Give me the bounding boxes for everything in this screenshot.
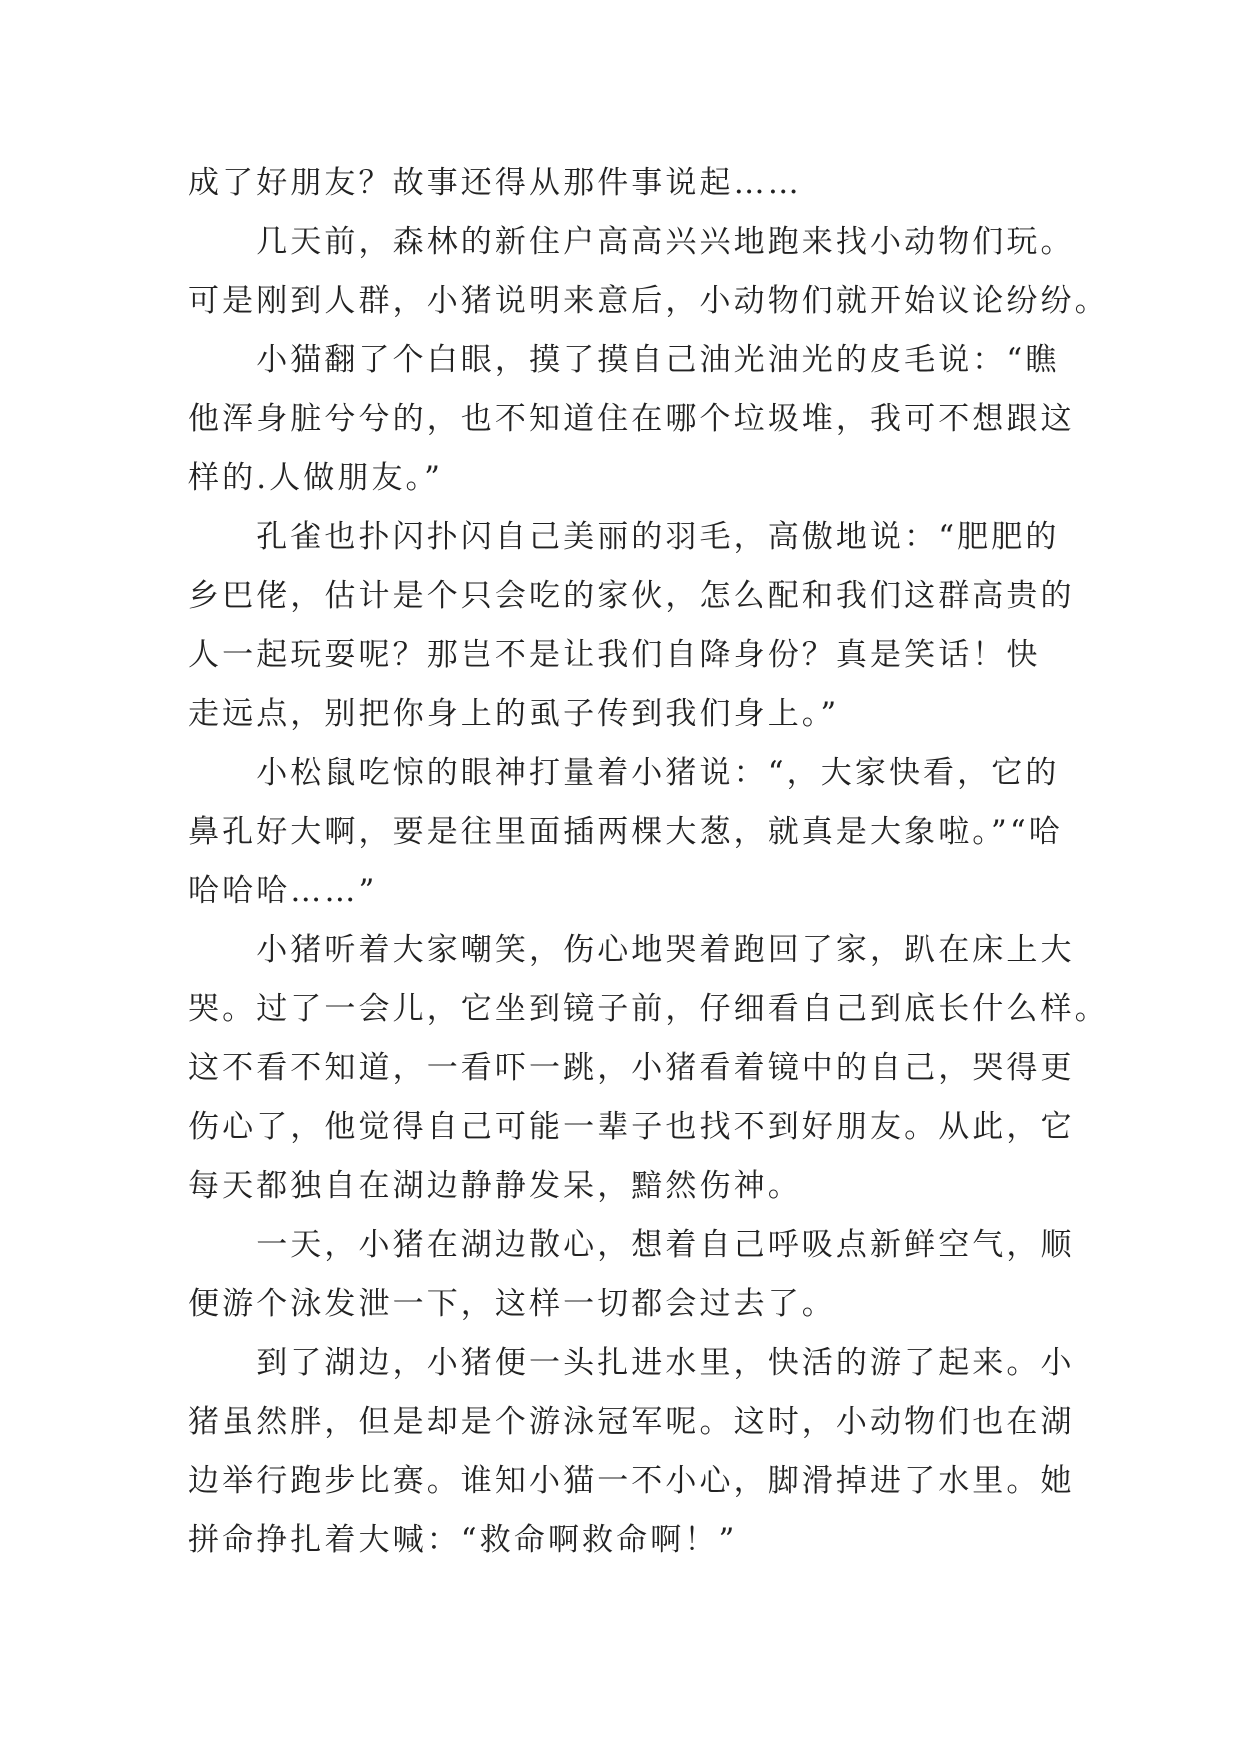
text-line: 哭。过了一会儿，它坐到镜子前，仔细看自己到底长什么样。 [188, 991, 1109, 1027]
text-line: 几天前，森林的新住户高高兴兴地跑来找小动物们玩。 [188, 224, 1075, 260]
text-line: 小猫翻了个白眼，摸了摸自己油光油光的皮毛说：“瞧 [188, 342, 1060, 378]
text-line: 小松鼠吃惊的眼神打量着小猪说：“，大家快看，它的 [188, 755, 1060, 791]
text-line: 可是刚到人群，小猪说明来意后，小动物们就开始议论纷纷。 [188, 283, 1109, 319]
text-line: 人一起玩耍呢？那岂不是让我们自降身份？真是笑话！快 [188, 637, 1041, 673]
text-line: 便游个泳发泄一下，这样一切都会过去了。 [188, 1286, 836, 1322]
text-line: 走远点，别把你身上的虱子传到我们身上。” [188, 696, 840, 732]
text-line: 每天都独自在湖边静静发呆，黯然伤神。 [188, 1168, 802, 1204]
text-line: 乡巴佬，估计是个只会吃的家伙，怎么配和我们这群高贵的 [188, 578, 1075, 614]
text-line: 到了湖边，小猪便一头扎进水里，快活的游了起来。小 [188, 1345, 1075, 1381]
text-line: 猪虽然胖，但是却是个游泳冠军呢。这时，小动物们也在湖 [188, 1404, 1075, 1440]
story-text [188, 154, 1109, 1570]
text-line: 成了好朋友？故事还得从那件事说起…… [188, 165, 802, 201]
text-line: 拼命挣扎着大喊：“救命啊救命啊！” [188, 1522, 738, 1558]
text-line: 边举行跑步比赛。谁知小猫一不小心，脚滑掉进了水里。她 [188, 1463, 1075, 1499]
text-line: 样的.人做朋友。” [188, 460, 444, 496]
text-line: 这不看不知道，一看吓一跳，小猪看着镜中的自己，哭得更 [188, 1050, 1075, 1086]
text-line: 鼻孔好大啊，要是往里面插两棵大葱，就真是大象啦。”“哈 [188, 814, 1063, 850]
text-line: 哈哈哈……” [188, 873, 378, 909]
text-line: 一天，小猪在湖边散心，想着自己呼吸点新鲜空气，顺 [188, 1227, 1075, 1263]
text-line: 他浑身脏兮兮的，也不知道住在哪个垃圾堆，我可不想跟这 [188, 401, 1075, 437]
text-line: 孔雀也扑闪扑闪自己美丽的羽毛，高傲地说：“肥肥的 [188, 519, 1060, 555]
text-line: 小猪听着大家嘲笑，伤心地哭着跑回了家，趴在床上大 [188, 932, 1075, 968]
text-line: 伤心了，他觉得自己可能一辈子也找不到好朋友。从此，它 [188, 1109, 1075, 1145]
